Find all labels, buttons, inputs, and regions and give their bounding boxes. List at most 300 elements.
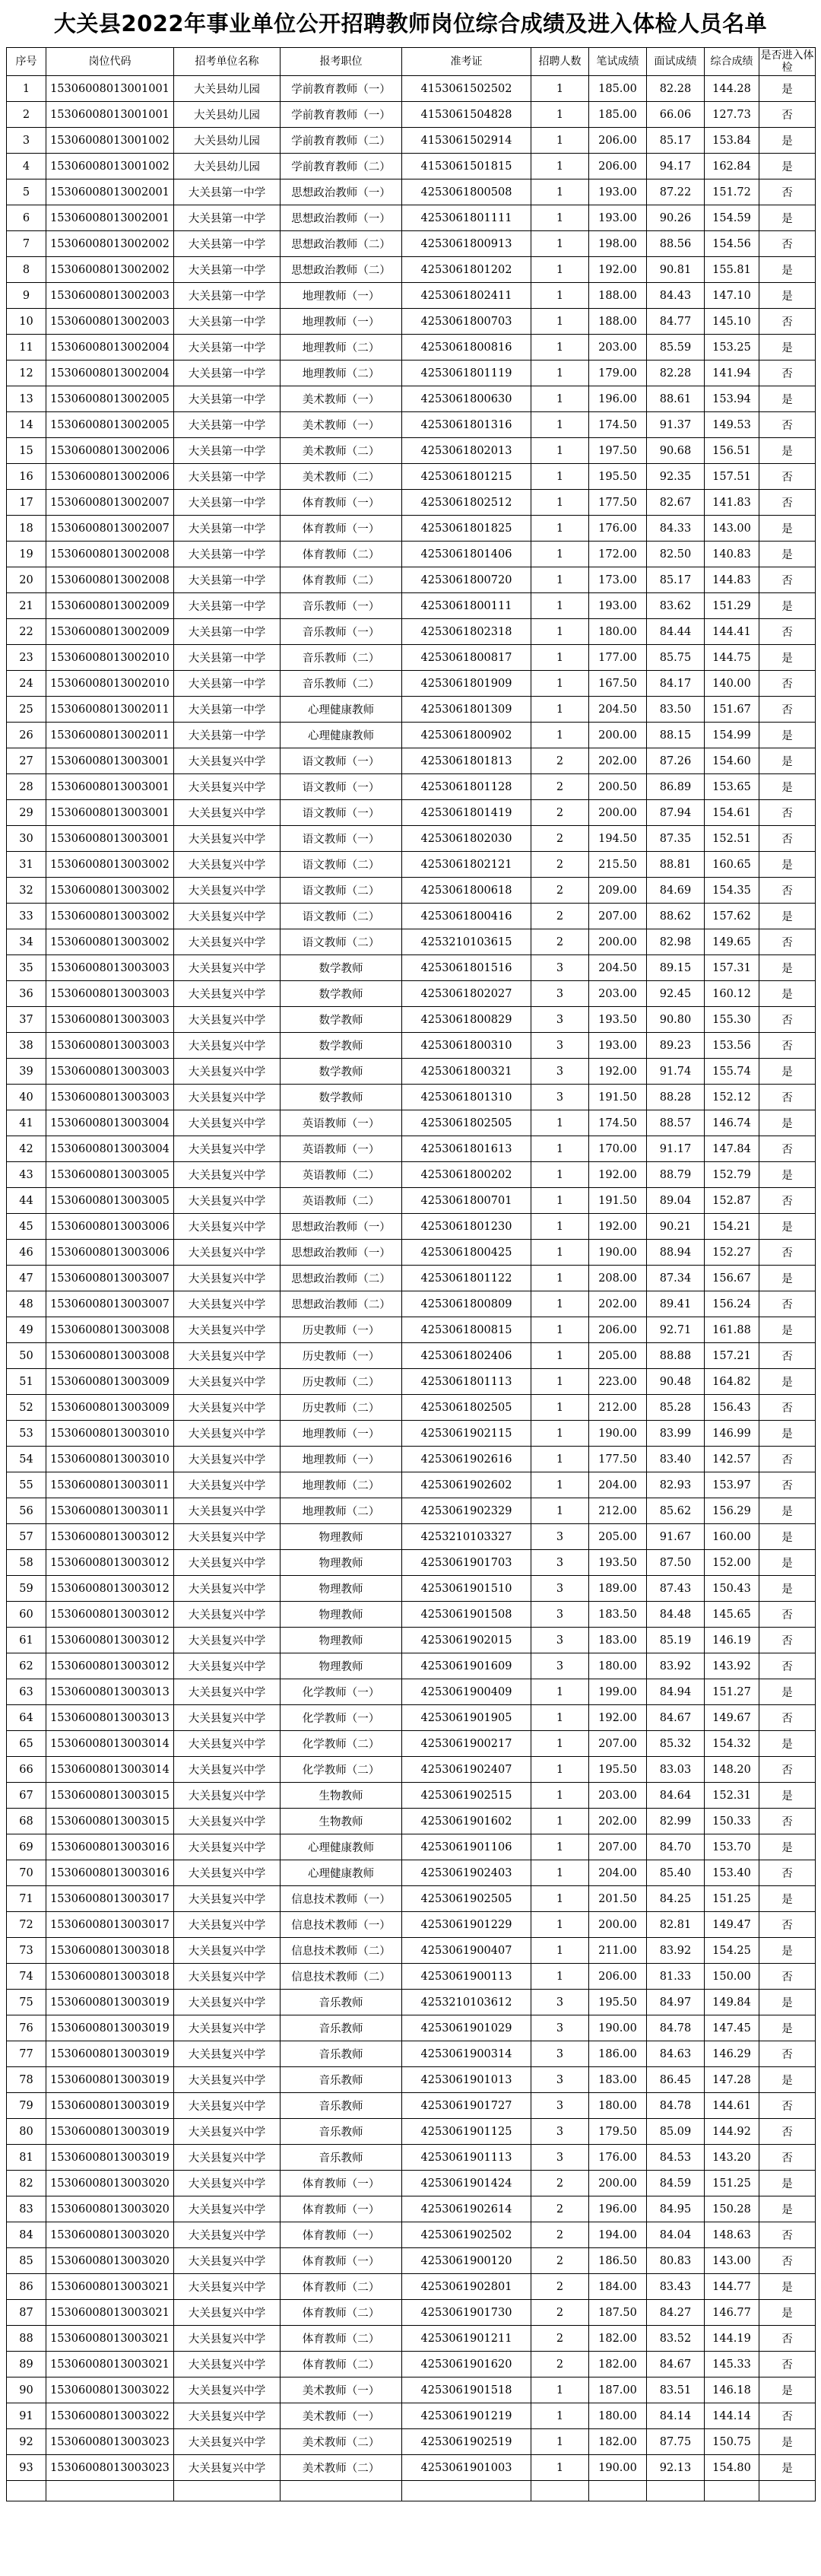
cell-interview-score: 83.52 [647, 2326, 705, 2352]
cell-position: 语文教师（一） [281, 774, 402, 800]
cell-ticket-number: 4253061901106 [402, 1834, 531, 1860]
cell-position: 思想政治教师（二） [281, 1266, 402, 1291]
cell-total-score: 152.79 [705, 1162, 759, 1188]
cell-total-score: 146.74 [705, 1110, 759, 1136]
cell-total-score: 144.28 [705, 76, 759, 102]
cell-written-score: 206.00 [589, 154, 647, 179]
cell-interview-score: 87.94 [647, 800, 705, 826]
cell-total-score: 152.51 [705, 826, 759, 852]
cell-hiring-count: 1 [531, 2377, 589, 2403]
table-row [7, 1912, 816, 1938]
table-row [7, 904, 816, 929]
cell-written-score: 180.00 [589, 1653, 647, 1679]
cell-employer: 大关县复兴中学 [174, 1653, 281, 1679]
cell-position-code: 15306008013002002 [46, 231, 174, 257]
cell-medical-check: 是 [759, 1162, 816, 1188]
cell-ticket-number: 4253061801909 [402, 671, 531, 697]
cell-position: 思想政治教师（一） [281, 1240, 402, 1266]
cell-ticket-number: 4253061800703 [402, 309, 531, 335]
cell-hiring-count: 3 [531, 955, 589, 981]
cell-position-code: 15306008013002011 [46, 723, 174, 748]
cell-index: 38 [7, 1033, 46, 1059]
table-row [7, 1783, 816, 1809]
table-row [7, 257, 816, 283]
cell-total-score: 153.56 [705, 1033, 759, 1059]
cell-medical-check: 是 [759, 2196, 816, 2222]
cell-position: 地理教师（二） [281, 335, 402, 361]
cell-hiring-count: 1 [531, 361, 589, 386]
cell-interview-score: 83.40 [647, 1447, 705, 1472]
cell-medical-check: 否 [759, 1447, 816, 1472]
cell-employer: 大关县复兴中学 [174, 1912, 281, 1938]
cell-employer: 大关县复兴中学 [174, 2067, 281, 2093]
cell-position-code: 15306008013001001 [46, 102, 174, 128]
cell-position-code: 15306008013003020 [46, 2196, 174, 2222]
cell-interview-score: 84.63 [647, 2041, 705, 2067]
cell-medical-check: 否 [759, 102, 816, 128]
cell-written-score: 192.00 [589, 1705, 647, 1731]
cell-written-score: 177.00 [589, 645, 647, 671]
cell-ticket-number: 4253061902115 [402, 1421, 531, 1447]
table-row [7, 1964, 816, 1990]
cell-hiring-count: 3 [531, 981, 589, 1007]
cell-hiring-count: 1 [531, 1679, 589, 1705]
cell-position: 化学教师（一） [281, 1705, 402, 1731]
cell-hiring-count: 3 [531, 2119, 589, 2145]
table-row [7, 1110, 816, 1136]
cell-index: 55 [7, 1472, 46, 1498]
cell-employer: 大关县复兴中学 [174, 2015, 281, 2041]
cell-hiring-count: 1 [531, 438, 589, 464]
cell-hiring-count: 1 [531, 2455, 589, 2481]
table-row [7, 102, 816, 128]
cell-interview-score: 88.28 [647, 1085, 705, 1110]
cell-medical-check: 是 [759, 1110, 816, 1136]
cell-written-score: 179.00 [589, 361, 647, 386]
cell-ticket-number: 4253061800425 [402, 1240, 531, 1266]
cell-position: 语文教师（二） [281, 904, 402, 929]
cell-written-score: 184.00 [589, 2274, 647, 2300]
cell-written-score: 170.00 [589, 1136, 647, 1162]
cell-written-score: 185.00 [589, 102, 647, 128]
cell-interview-score: 84.27 [647, 2300, 705, 2326]
cell-employer: 大关县第一中学 [174, 671, 281, 697]
cell-medical-check: 否 [759, 878, 816, 904]
cell-position: 地理教师（一） [281, 1447, 402, 1472]
cell-position: 数学教师 [281, 1059, 402, 1085]
cell-written-score: 188.00 [589, 309, 647, 335]
table-row [7, 2196, 816, 2222]
cell-employer: 大关县第一中学 [174, 386, 281, 412]
cell-written-score: 191.50 [589, 1188, 647, 1214]
cell-interview-score: 90.26 [647, 205, 705, 231]
cell-total-score: 160.00 [705, 1524, 759, 1550]
table-row [7, 2119, 816, 2145]
cell-employer: 大关县复兴中学 [174, 2274, 281, 2300]
cell-interview-score: 90.81 [647, 257, 705, 283]
cell-hiring-count: 1 [531, 257, 589, 283]
cell-written-score: 203.00 [589, 981, 647, 1007]
cell-employer: 大关县第一中学 [174, 542, 281, 567]
cell-position: 历史教师（一） [281, 1343, 402, 1369]
cell-written-score: 202.00 [589, 1809, 647, 1834]
cell-hiring-count: 1 [531, 464, 589, 490]
cell-medical-check: 否 [759, 179, 816, 205]
cell-position-code: 15306008013003004 [46, 1110, 174, 1136]
cell-medical-check: 否 [759, 361, 816, 386]
cell-employer: 大关县第一中学 [174, 490, 281, 516]
cell-index: 21 [7, 593, 46, 619]
table-row [7, 1524, 816, 1550]
cell-position: 音乐教师（一） [281, 619, 402, 645]
cell-medical-check: 是 [759, 1834, 816, 1860]
cell-employer: 大关县复兴中学 [174, 1421, 281, 1447]
cell-employer: 大关县复兴中学 [174, 1447, 281, 1472]
cell-position-code: 15306008013002010 [46, 671, 174, 697]
cell-position: 数学教师 [281, 955, 402, 981]
cell-hiring-count: 1 [531, 1369, 589, 1395]
cell-position-code: 15306008013002007 [46, 490, 174, 516]
cell-hiring-count: 1 [531, 128, 589, 154]
cell-position: 化学教师（二） [281, 1731, 402, 1757]
table-row [7, 1834, 816, 1860]
table-row [7, 438, 816, 464]
cell-written-score: 192.00 [589, 1214, 647, 1240]
table-row [7, 1421, 816, 1447]
cell-medical-check: 是 [759, 2300, 816, 2326]
table-header-row [7, 48, 816, 76]
cell-employer: 大关县幼儿园 [174, 76, 281, 102]
cell-medical-check: 是 [759, 955, 816, 981]
cell-position: 物理教师 [281, 1576, 402, 1602]
cell-employer: 大关县复兴中学 [174, 1498, 281, 1524]
cell-written-score: 193.00 [589, 1033, 647, 1059]
cell-hiring-count: 1 [531, 1834, 589, 1860]
cell-total-score: 147.45 [705, 2015, 759, 2041]
cell-position: 美术教师（一） [281, 386, 402, 412]
cell-total-score: 154.32 [705, 1731, 759, 1757]
cell-hiring-count: 3 [531, 1653, 589, 1679]
cell-interview-score: 84.53 [647, 2145, 705, 2171]
table-row [7, 2041, 816, 2067]
cell-medical-check: 否 [759, 412, 816, 438]
cell-index: 91 [7, 2403, 46, 2429]
cell-employer: 大关县第一中学 [174, 593, 281, 619]
cell-position: 历史教师（二） [281, 1369, 402, 1395]
cell-index: 15 [7, 438, 46, 464]
cell-interview-score: 83.50 [647, 697, 705, 723]
cell-written-score: 183.00 [589, 2067, 647, 2093]
cell-index: 41 [7, 1110, 46, 1136]
cell-hiring-count: 1 [531, 1757, 589, 1783]
table-row [7, 1731, 816, 1757]
cell-interview-score: 92.13 [647, 2455, 705, 2481]
cell-total-score: 152.27 [705, 1240, 759, 1266]
cell-ticket-number: 4253061802406 [402, 1343, 531, 1369]
cell-hiring-count: 1 [531, 1291, 589, 1317]
cell-total-score: 151.27 [705, 1679, 759, 1705]
cell-index: 2 [7, 102, 46, 128]
cell-ticket-number: 4253061801230 [402, 1214, 531, 1240]
cell-hiring-count: 1 [531, 283, 589, 309]
cell-total-score: 160.12 [705, 981, 759, 1007]
cell-position: 音乐教师 [281, 2041, 402, 2067]
cell-position: 美术教师（二） [281, 464, 402, 490]
table-row [7, 2222, 816, 2248]
cell-medical-check: 否 [759, 1188, 816, 1214]
cell-interview-score: 87.43 [647, 1576, 705, 1602]
cell-position-code: 15306008013003014 [46, 1757, 174, 1783]
cell-position: 思想政治教师（一） [281, 1214, 402, 1240]
cell-medical-check: 否 [759, 231, 816, 257]
cell-interview-score: 87.26 [647, 748, 705, 774]
table-row [7, 981, 816, 1007]
cell-written-score: 206.00 [589, 1317, 647, 1343]
cell-hiring-count: 1 [531, 1938, 589, 1964]
cell-written-score: 193.50 [589, 1007, 647, 1033]
cell-total-score: 151.25 [705, 1886, 759, 1912]
cell-position-code: 15306008013002011 [46, 697, 174, 723]
cell-position: 思想政治教师（一） [281, 179, 402, 205]
cell-index: 79 [7, 2093, 46, 2119]
cell-position-code: 15306008013003011 [46, 1472, 174, 1498]
cell-written-score: 176.00 [589, 516, 647, 542]
cell-position-code: 15306008013003012 [46, 1602, 174, 1628]
cell-total-score: 154.99 [705, 723, 759, 748]
cell-position-code: 15306008013003012 [46, 1628, 174, 1653]
cell-ticket-number: 4253061802505 [402, 1395, 531, 1421]
cell-written-score: 198.00 [589, 231, 647, 257]
cell-position: 信息技术教师（二） [281, 1964, 402, 1990]
cell-ticket-number: 4253061901508 [402, 1602, 531, 1628]
cell-employer: 大关县复兴中学 [174, 1266, 281, 1291]
cell-written-score: 176.00 [589, 2145, 647, 2171]
cell-medical-check: 是 [759, 1369, 816, 1395]
cell-ticket-number: 4253061801309 [402, 697, 531, 723]
cell-ticket-number: 4253061801111 [402, 205, 531, 231]
table-row [7, 2067, 816, 2093]
cell-written-score: 207.00 [589, 1731, 647, 1757]
cell-position: 学前教育教师（二） [281, 128, 402, 154]
cell-employer: 大关县复兴中学 [174, 2429, 281, 2455]
cell-position: 信息技术教师（一） [281, 1912, 402, 1938]
cell-written-score: 223.00 [589, 1369, 647, 1395]
cell-ticket-number: 4253061801119 [402, 361, 531, 386]
cell-employer: 大关县第一中学 [174, 231, 281, 257]
cell-position-code: 15306008013003018 [46, 1964, 174, 1990]
cell-ticket-number: 4253061902616 [402, 1447, 531, 1472]
cell-position: 思想政治教师（一） [281, 205, 402, 231]
cell-position-code: 15306008013002010 [46, 645, 174, 671]
table-row [7, 283, 816, 309]
cell-hiring-count: 3 [531, 2093, 589, 2119]
cell-interview-score: 83.51 [647, 2377, 705, 2403]
cell-position: 体育教师（二） [281, 567, 402, 593]
cell-interview-score: 84.59 [647, 2171, 705, 2196]
cell-position-code: 15306008013002005 [46, 386, 174, 412]
cell-employer: 大关县复兴中学 [174, 1007, 281, 1033]
cell-total-score: 127.73 [705, 102, 759, 128]
cell-employer: 大关县复兴中学 [174, 1343, 281, 1369]
cell-interview-score: 86.89 [647, 774, 705, 800]
table-row [7, 723, 816, 748]
cell-interview-score: 84.14 [647, 2403, 705, 2429]
cell-employer: 大关县复兴中学 [174, 1214, 281, 1240]
cell-index: 34 [7, 929, 46, 955]
cell-position: 地理教师（二） [281, 361, 402, 386]
cell-ticket-number: 4253061902602 [402, 1472, 531, 1498]
cell-medical-check: 是 [759, 386, 816, 412]
table-row [7, 1653, 816, 1679]
cell-total-score: 153.97 [705, 1472, 759, 1498]
cell-position-code: 15306008013003017 [46, 1886, 174, 1912]
cell-medical-check: 是 [759, 1266, 816, 1291]
cell-ticket-number: 4253061901727 [402, 2093, 531, 2119]
cell-interview-score: 85.17 [647, 567, 705, 593]
table-row [7, 1938, 816, 1964]
cell-index: 12 [7, 361, 46, 386]
table-row [7, 671, 816, 697]
cell-medical-check: 否 [759, 1395, 816, 1421]
cell-hiring-count: 1 [531, 619, 589, 645]
cell-position-code: 15306008013003010 [46, 1447, 174, 1472]
cell-hiring-count: 1 [531, 1343, 589, 1369]
cell-total-score: 154.60 [705, 748, 759, 774]
cell-position-code: 15306008013003021 [46, 2274, 174, 2300]
cell-interview-score: 66.06 [647, 102, 705, 128]
cell-interview-score: 82.81 [647, 1912, 705, 1938]
cell-position-code: 15306008013003021 [46, 2300, 174, 2326]
cell-medical-check: 否 [759, 2093, 816, 2119]
cell-hiring-count: 3 [531, 2041, 589, 2067]
cell-hiring-count: 2 [531, 852, 589, 878]
cell-position: 语文教师（二） [281, 878, 402, 904]
cell-index: 26 [7, 723, 46, 748]
cell-index: 72 [7, 1912, 46, 1938]
cell-medical-check: 是 [759, 542, 816, 567]
cell-ticket-number: 4253061902502 [402, 2222, 531, 2248]
cell-written-score: 212.00 [589, 1395, 647, 1421]
cell-employer: 大关县复兴中学 [174, 955, 281, 981]
cell-medical-check: 否 [759, 1472, 816, 1498]
cell-index: 70 [7, 1860, 46, 1886]
cell-hiring-count: 1 [531, 671, 589, 697]
cell-written-score: 174.50 [589, 1110, 647, 1136]
cell-total-score: 155.81 [705, 257, 759, 283]
cell-index: 3 [7, 128, 46, 154]
cell-medical-check: 否 [759, 1136, 816, 1162]
cell-index: 61 [7, 1628, 46, 1653]
cell-ticket-number: 4253061800111 [402, 593, 531, 619]
cell-index: 60 [7, 1602, 46, 1628]
cell-hiring-count: 1 [531, 231, 589, 257]
cell-written-score: 167.50 [589, 671, 647, 697]
cell-total-score: 154.80 [705, 2455, 759, 2481]
cell-ticket-number: 4253210103327 [402, 1524, 531, 1550]
cell-position: 美术教师（二） [281, 2455, 402, 2481]
cell-position: 学前教育教师（一） [281, 102, 402, 128]
header-interview-score: 面试成绩 [647, 48, 705, 76]
cell-interview-score: 82.50 [647, 542, 705, 567]
cell-index: 93 [7, 2455, 46, 2481]
cell-interview-score: 84.67 [647, 2352, 705, 2377]
cell-position: 体育教师（一） [281, 490, 402, 516]
cell-interview-score: 84.94 [647, 1679, 705, 1705]
table-row [7, 697, 816, 723]
cell-written-score: 192.00 [589, 1162, 647, 1188]
cell-written-score: 200.00 [589, 2171, 647, 2196]
cell-interview-score: 88.81 [647, 852, 705, 878]
cell-medical-check: 是 [759, 154, 816, 179]
table-row [7, 1550, 816, 1576]
cell-position-code: 15306008013003001 [46, 800, 174, 826]
cell-interview-score: 84.95 [647, 2196, 705, 2222]
cell-position: 生物教师 [281, 1783, 402, 1809]
cell-total-score: 141.83 [705, 490, 759, 516]
cell-medical-check: 是 [759, 981, 816, 1007]
cell-interview-score: 83.43 [647, 2274, 705, 2300]
cell-medical-check: 否 [759, 1860, 816, 1886]
cell-written-score: 205.00 [589, 1524, 647, 1550]
cell-position: 信息技术教师（二） [281, 1938, 402, 1964]
cell-interview-score: 88.94 [647, 1240, 705, 1266]
cell-written-score: 187.00 [589, 2377, 647, 2403]
cell-total-score: 140.83 [705, 542, 759, 567]
cell-position-code: 15306008013003019 [46, 2067, 174, 2093]
cell-employer: 大关县第一中学 [174, 619, 281, 645]
table-row [7, 1498, 816, 1524]
header-employer: 招考单位名称 [174, 48, 281, 76]
table-row [7, 516, 816, 542]
cell-position-code: 15306008013002009 [46, 619, 174, 645]
cell-written-score: 199.00 [589, 1679, 647, 1705]
table-row [7, 2429, 816, 2455]
cell-position: 美术教师（二） [281, 2429, 402, 2455]
cell-ticket-number: 4253061901620 [402, 2352, 531, 2377]
cell-employer: 大关县复兴中学 [174, 748, 281, 774]
cell-hiring-count: 1 [531, 335, 589, 361]
cell-index: 71 [7, 1886, 46, 1912]
cell-total-score: 143.20 [705, 2145, 759, 2171]
cell-employer: 大关县复兴中学 [174, 1188, 281, 1214]
cell-hiring-count: 1 [531, 386, 589, 412]
cell-hiring-count: 2 [531, 878, 589, 904]
cell-ticket-number: 4253061800902 [402, 723, 531, 748]
cell-hiring-count: 3 [531, 1628, 589, 1653]
cell-written-score: 200.00 [589, 723, 647, 748]
cell-ticket-number: 4253061802027 [402, 981, 531, 1007]
cell-interview-score: 87.34 [647, 1266, 705, 1291]
cell-ticket-number: 4253061902801 [402, 2274, 531, 2300]
table-row [7, 2326, 816, 2352]
cell-employer: 大关县复兴中学 [174, 1395, 281, 1421]
cell-interview-score: 85.28 [647, 1395, 705, 1421]
cell-position-code: 15306008013001001 [46, 76, 174, 102]
cell-medical-check: 否 [759, 1705, 816, 1731]
table-row [7, 1162, 816, 1188]
cell-interview-score: 84.04 [647, 2222, 705, 2248]
table-row [7, 2274, 816, 2300]
cell-position: 物理教师 [281, 1602, 402, 1628]
cell-interview-score: 84.97 [647, 1990, 705, 2015]
cell-written-score: 190.00 [589, 1421, 647, 1447]
cell-position: 体育教师（二） [281, 2326, 402, 2352]
cell-total-score: 156.43 [705, 1395, 759, 1421]
cell-ticket-number: 4253061901602 [402, 1809, 531, 1834]
cell-index: 18 [7, 516, 46, 542]
cell-ticket-number: 4253061801825 [402, 516, 531, 542]
cell-medical-check: 否 [759, 2248, 816, 2274]
